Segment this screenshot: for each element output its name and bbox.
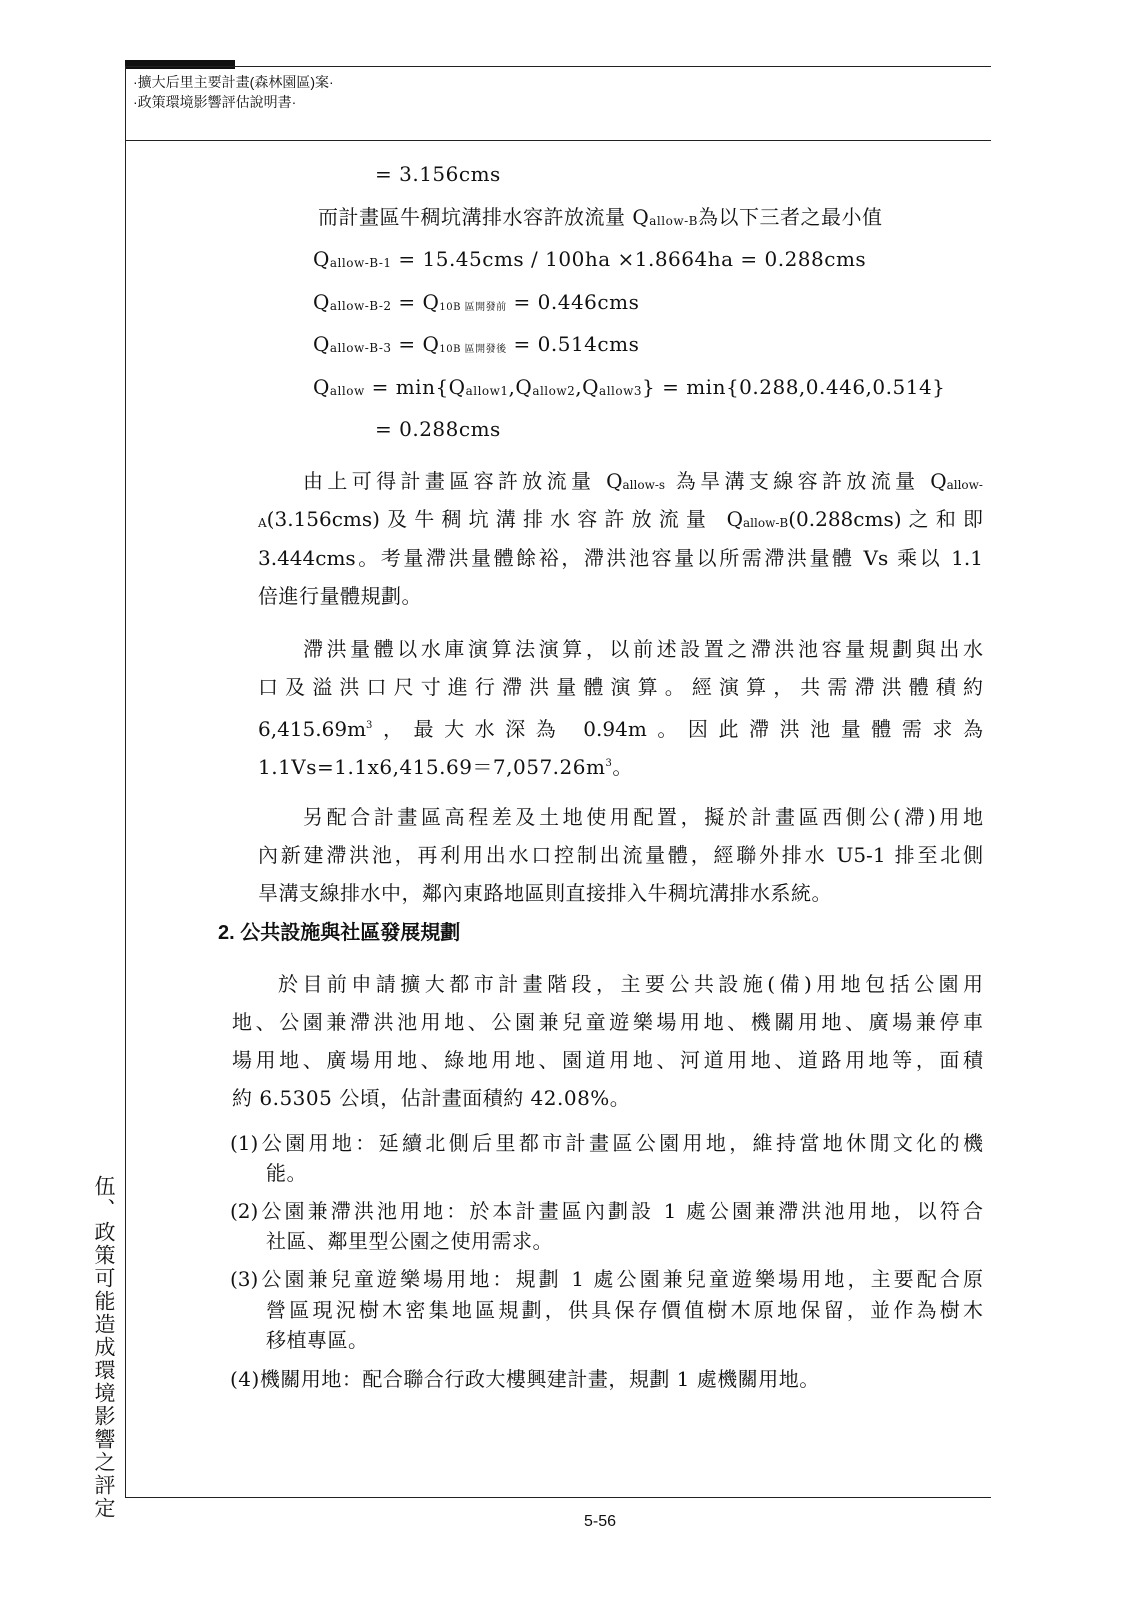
list-item-2-line-2: 社區、鄰里型公園之使用需求。 xyxy=(266,1229,553,1253)
section2-line-1: 於目前申請擴大都市計畫階段，主要公共設施(備)用地包括公園用 xyxy=(278,972,983,996)
para1-line-4: 倍進行量體規劃。 xyxy=(258,584,422,608)
section2-line-4: 約 6.5305 公頃，佔計畫面積約 42.08%。 xyxy=(232,1086,631,1110)
list-item-4-line-1: (4)機關用地：配合聯合行政大樓興建計畫，規劃 1 處機關用地。 xyxy=(230,1367,820,1391)
equation-allow-b-2: Qallow-B-2 = Q10B 區開發前 = 0.446cms xyxy=(313,290,640,314)
header-black-bar xyxy=(125,60,235,69)
para3-line-1: 另配合計畫區高程差及土地使用配置，擬於計畫區西側公(滯)用地 xyxy=(303,805,983,829)
list-item-1-line-2: 能。 xyxy=(266,1161,307,1185)
para2-line-3: $6,415.69m^3$，最大水深為 0.94m。因此滯洪池量體需求為 xyxy=(258,717,983,741)
list-item-3-line-2: 營區現況樹木密集地區規劃，供具保存價值樹木原地保留，並作為樹木 xyxy=(266,1298,983,1322)
section2-line-3: 場用地、廣場用地、綠地用地、園道用地、河道用地、道路用地等，面積 xyxy=(232,1048,983,1072)
page-number: 5-56 xyxy=(583,1513,617,1530)
equation-allow-min: Qallow = min{Qallow1,Qallow2,Qallow3} = min{0.288,0.446,0.514} xyxy=(313,375,946,399)
list-item-3-line-1: (3)公園兼兒童遊樂場用地：規劃 1 處公園兼兒童遊樂場用地，主要配合原 xyxy=(230,1267,983,1291)
chapter-side-label: 伍、政策可能造成環境影響之評定 xyxy=(92,1175,115,1520)
list-item-1-line-1: (1)公園用地：延續北側后里都市計畫區公園用地，維持當地休閒文化的機 xyxy=(230,1131,983,1155)
para2-line-1: 滯洪量體以水庫演算法演算，以前述設置之滯洪池容量規劃與出水 xyxy=(303,637,983,661)
header-top-rule xyxy=(125,66,991,67)
header-bottom-rule xyxy=(125,140,991,141)
section-heading: 2. 公共設施與社區發展規劃 xyxy=(218,922,461,944)
para1-line-1: 由上可得計畫區容許放流量 Qallow-s 為旱溝支線容許放流量 Qallow- xyxy=(303,469,983,493)
list-item-3-line-3: 移植專區。 xyxy=(266,1328,369,1352)
footer-rule xyxy=(125,1497,991,1498)
list-item-2-line-1: (2)公園兼滯洪池用地：於本計畫區內劃設 1 處公園兼滯洪池用地，以符合 xyxy=(230,1199,983,1223)
para1-line-2: A(3.156cms)及牛稠坑溝排水容許放流量 Qallow-B(0.288cms)之和即 xyxy=(258,507,983,531)
para3-line-2: 內新建滯洪池，再利用出水口控制出流量體，經聯外排水 U5-1 排至北側 xyxy=(258,843,983,867)
para2-line-2: 口及溢洪口尺寸進行滯洪量體演算。經演算，共需滯洪體積約 xyxy=(258,675,983,699)
para1-line-3: 3.444cms。考量滯洪量體餘裕，滯洪池容量以所需滯洪量體 Vs 乘以 1.1 xyxy=(258,546,983,570)
section2-line-2: 地、公園兼滯洪池用地、公園兼兒童遊樂場用地、機關用地、廣場兼停車 xyxy=(232,1010,983,1034)
header-line-1: ·擴大后里主要計畫(森林園區)案· xyxy=(133,74,334,90)
para3-line-3: 旱溝支線排水中，鄰內東路地區則直接排入牛稠坑溝排水系統。 xyxy=(258,881,832,905)
left-margin-rule xyxy=(125,66,126,1498)
equation-intro: 而計畫區牛稠坑溝排水容許放流量 Qallow-B為以下三者之最小值 xyxy=(318,205,883,229)
equation-allow-b-1: Qallow-B-1 = 15.45cms / 100ha ×1.8664ha = 0.288cms xyxy=(313,247,867,271)
equation-allow-b-3: Qallow-B-3 = Q10B 區開發後 = 0.514cms xyxy=(313,332,640,356)
para2-line-4: $1.1Vs=1.1x6,415.69=7,057.26m^3$。 xyxy=(258,755,633,779)
equation-result-1: = 3.156cms xyxy=(375,162,501,186)
header-line-2: ·政策環境影響評估說明書· xyxy=(133,94,297,110)
equation-result-2: = 0.288cms xyxy=(375,417,501,441)
